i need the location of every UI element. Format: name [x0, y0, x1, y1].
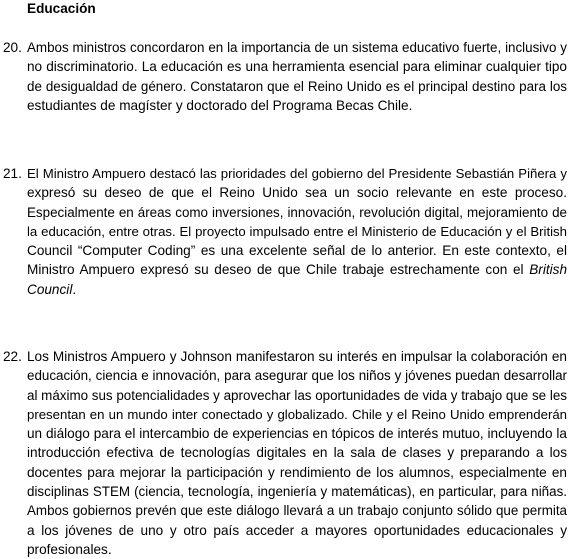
paragraph-text [27, 38, 567, 115]
text-line: presentan en un mundo inter conectado y globalizado. Chile y el Reino Unido emprenderán [27, 406, 567, 422]
text-line: estudiantes de magíster y doctorado del Programa Becas Chile. [27, 97, 413, 113]
text-line: un diálogo para el intercambio de experiencias en tópicos de interés mutuo, incluyendo la [27, 426, 567, 442]
paragraph-number: 22. [3, 349, 22, 364]
paragraph-text [27, 164, 567, 299]
text-line: de desigualdad de género. Constataron que el Reino Unido es el principal destino para los [27, 78, 567, 94]
italic-text: Council [27, 281, 73, 297]
text-segment: Ministro Ampuero expresó su deseo de que Chile trabaje estrechamente con el [27, 262, 524, 278]
text-line: El Ministro Ampuero destacó las prioridades del gobierno del Presidente Sebastián Piñera y [27, 166, 567, 181]
text-line: Ambos gobiernos prevén que este diálogo llevará a un trabajo conjunto sólido que permita [27, 503, 567, 519]
text-line: educación, ciencia e innovación, para asegurar que los niños y jóvenes puedan desarrollar [27, 368, 567, 384]
text-line: la educación, entre otras. El proyecto impulsado entre el Ministerio de Educación y el British [27, 223, 567, 239]
text-line: profesionales. [27, 541, 112, 557]
text-line: docentes para mejorar la participación y rendimiento de los alumnos, especialmente en [27, 464, 567, 480]
text-line: Los Ministros Ampuero y Johnson manifestaron su interés en impulsar la colaboración en [27, 349, 567, 364]
text-line: no discriminatorio. La educación es una herramienta esencial para eliminar cualquier tipo [27, 59, 567, 75]
text-line: introducción efectiva de tecnologías digitales en la sala de clases y preparando a los [27, 445, 567, 461]
text-line: disciplinas STEM (ciencia, tecnología, ingeniería y matemáticas), en particular, para niñas. [27, 484, 567, 500]
text-line: Especialmente en áreas como inversiones, innovación, revolución digital, mejoramiento de [27, 204, 567, 220]
text-segment: . [72, 281, 77, 297]
paragraph-number: 21. [3, 166, 22, 181]
text-line: al máximo sus potencialidades y aprovechar las oportunidades de vida y trabajo que se les [27, 387, 567, 403]
italic-text: British [529, 262, 567, 278]
text-line: Ambos ministros concordaron en la importancia de un sistema educativo fuerte, inclusivo y [27, 40, 567, 55]
text-line-with-italic [27, 280, 567, 299]
text-line: a los jóvenes de uno y otro país acceder a mayores oportunidades educacionales y [27, 522, 567, 538]
paragraph-number: 20. [3, 40, 22, 55]
section-heading: Educación [27, 1, 96, 16]
text-line: expresó su deseo de que el Reino Unido sea un socio relevante en este proceso. [27, 185, 567, 201]
text-line: Council “Computer Coding” es una excelente señal de lo anterior. En este contexto, el [27, 243, 567, 259]
text-line-with-italic [27, 260, 567, 279]
paragraph-text [27, 347, 567, 559]
